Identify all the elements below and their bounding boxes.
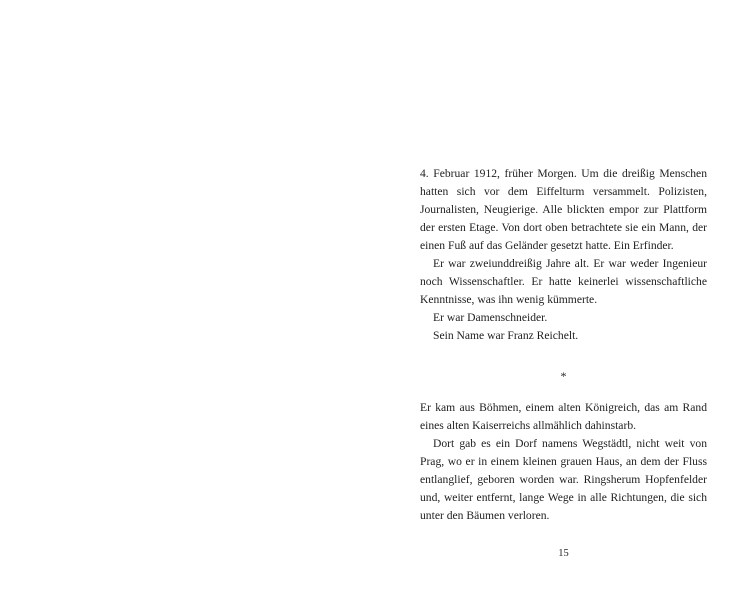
paragraph: Er war zweiunddreißig Jahre alt. Er war weder Ingenieur noch Wissenschaftler. Er hatte keinerlei wissenschaftliche Kenntnisse, was ihn wenig kümmerte.	[420, 257, 707, 306]
paragraph: Sein Name war Franz Reichelt.	[433, 329, 579, 342]
paragraph: Er kam aus Böhmen, einem alten Königreich, das am Rand eines alten Kaiserreichs allmählich dahinstarb.	[420, 401, 707, 432]
page-number: 15	[558, 548, 569, 559]
text-section-2	[420, 399, 707, 525]
section-separator: *	[560, 369, 567, 383]
paragraph: Dort gab es ein Dorf namens Wegstädtl, nicht weit von Prag, wo er in einem kleinen grauen Haus, an dem der Fluss entlanglief, geboren worden war. Ringsherum Hopfenfelder und, weiter entfernt, lange Wege in alle Richtungen, die sich unter den Bäumen verloren.	[420, 437, 707, 522]
paragraph: Er war Damenschneider.	[433, 311, 548, 324]
paragraph: 4. Februar 1912, früher Morgen. Um die dreißig Menschen hatten sich vor dem Eiffelturm versammelt. Polizisten, Journalisten, Neugierige. Alle blickten empor zur Plattform der ersten Etage. Von dort oben betrachtete sie ein Mann, der einen Fuß auf das Geländer gesetzt hatte. Ein Erfinder.	[420, 167, 707, 252]
text-section-1	[420, 165, 707, 345]
